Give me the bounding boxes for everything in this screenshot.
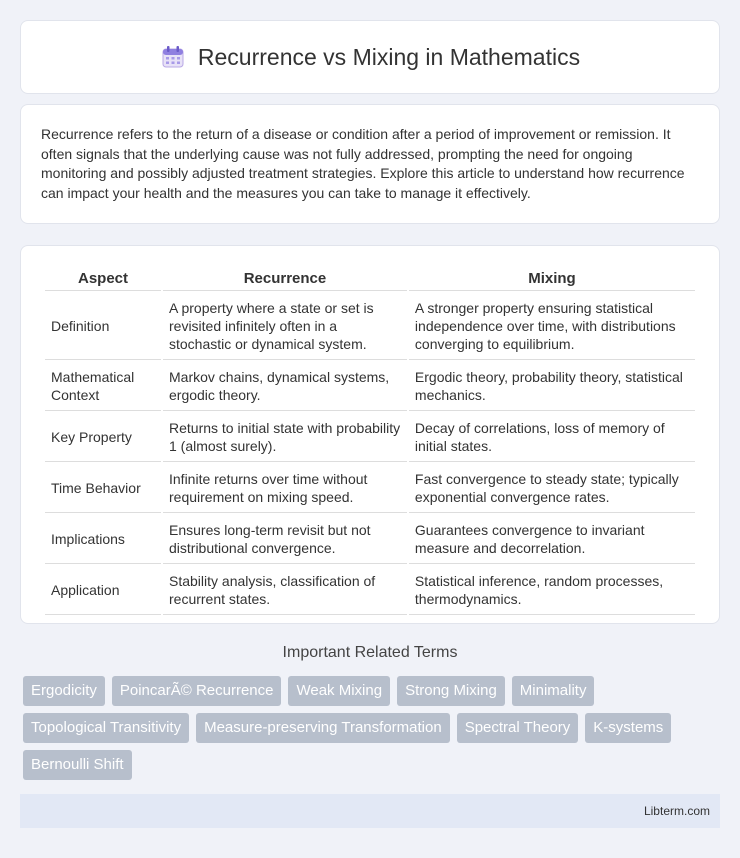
table-row [45, 362, 695, 411]
comparison-table [43, 264, 697, 617]
related-terms-section [20, 644, 720, 787]
footer-site-link[interactable]: Libterm.com [643, 804, 710, 818]
aspect-cell: Definition [45, 293, 161, 360]
tag-strong-mixing[interactable]: Strong Mixing [397, 676, 505, 706]
recurrence-cell: A property where a state or set is revisited infinitely often in a stochastic or dynamical system. [163, 293, 407, 360]
aspect-cell: Implications [45, 515, 161, 564]
related-terms-tags [20, 676, 720, 787]
recurrence-cell: Stability analysis, classification of recurrent states. [163, 566, 407, 615]
tag-poincare-recurrence[interactable]: PoincarÃ© Recurrence [112, 676, 282, 706]
page-footer [20, 794, 720, 828]
page-title: Recurrence vs Mixing in Mathematics [197, 43, 581, 70]
aspect-cell: Time Behavior [45, 464, 161, 513]
column-header-recurrence: Recurrence [163, 266, 407, 291]
recurrence-cell: Markov chains, dynamical systems, ergodic theory. [163, 362, 407, 411]
table-row [45, 464, 695, 513]
column-header-aspect: Aspect [45, 266, 161, 291]
tag-weak-mixing[interactable]: Weak Mixing [288, 676, 390, 706]
tag-bernoulli-shift[interactable]: Bernoulli Shift [23, 750, 132, 780]
table-row [45, 293, 695, 360]
tag-spectral-theory[interactable]: Spectral Theory [457, 713, 579, 743]
tag-ergodicity[interactable]: Ergodicity [23, 676, 105, 706]
related-terms-title: Important Related Terms [282, 644, 458, 661]
mixing-cell: A stronger property ensuring statistical independence over time, with distributions converging to equilibrium. [409, 293, 695, 360]
column-header-mixing: Mixing [409, 266, 695, 291]
recurrence-cell: Infinite returns over time without requirement on mixing speed. [163, 464, 407, 513]
tag-measure-preserving-transformation[interactable]: Measure-preserving Transformation [196, 713, 450, 743]
mixing-cell: Fast convergence to steady state; typically exponential convergence rates. [409, 464, 695, 513]
intro-card [20, 104, 720, 224]
calendar-icon [160, 44, 186, 70]
tag-topological-transitivity[interactable]: Topological Transitivity [23, 713, 189, 743]
table-header-row [45, 266, 695, 291]
tag-minimality[interactable]: Minimality [512, 676, 595, 706]
aspect-cell: Key Property [45, 413, 161, 462]
mixing-cell: Statistical inference, random processes, thermodynamics. [409, 566, 695, 615]
aspect-cell: Application [45, 566, 161, 615]
tag-k-systems[interactable]: K-systems [585, 713, 671, 743]
mixing-cell: Guarantees convergence to invariant measure and decorrelation. [409, 515, 695, 564]
mixing-cell: Decay of correlations, loss of memory of initial states. [409, 413, 695, 462]
recurrence-cell: Returns to initial state with probability 1 (almost surely). [163, 413, 407, 462]
table-row [45, 515, 695, 564]
recurrence-cell: Ensures long-term revisit but not distributional convergence. [163, 515, 407, 564]
table-row [45, 566, 695, 615]
mixing-cell: Ergodic theory, probability theory, statistical mechanics. [409, 362, 695, 411]
page-header [20, 20, 720, 94]
comparison-card [20, 245, 720, 624]
intro-text: Recurrence refers to the return of a disease or condition after a period of improvement or remission. It often signals that the underlying cause was not fully addressed, prompting the need for ongoing monitoring and possibly adjusted treatment strategies. Explore this article to understand how recurrence can impact your health and the measures you can take to manage it effectively. [41, 126, 685, 201]
table-row [45, 413, 695, 462]
aspect-cell: Mathematical Context [45, 362, 161, 411]
